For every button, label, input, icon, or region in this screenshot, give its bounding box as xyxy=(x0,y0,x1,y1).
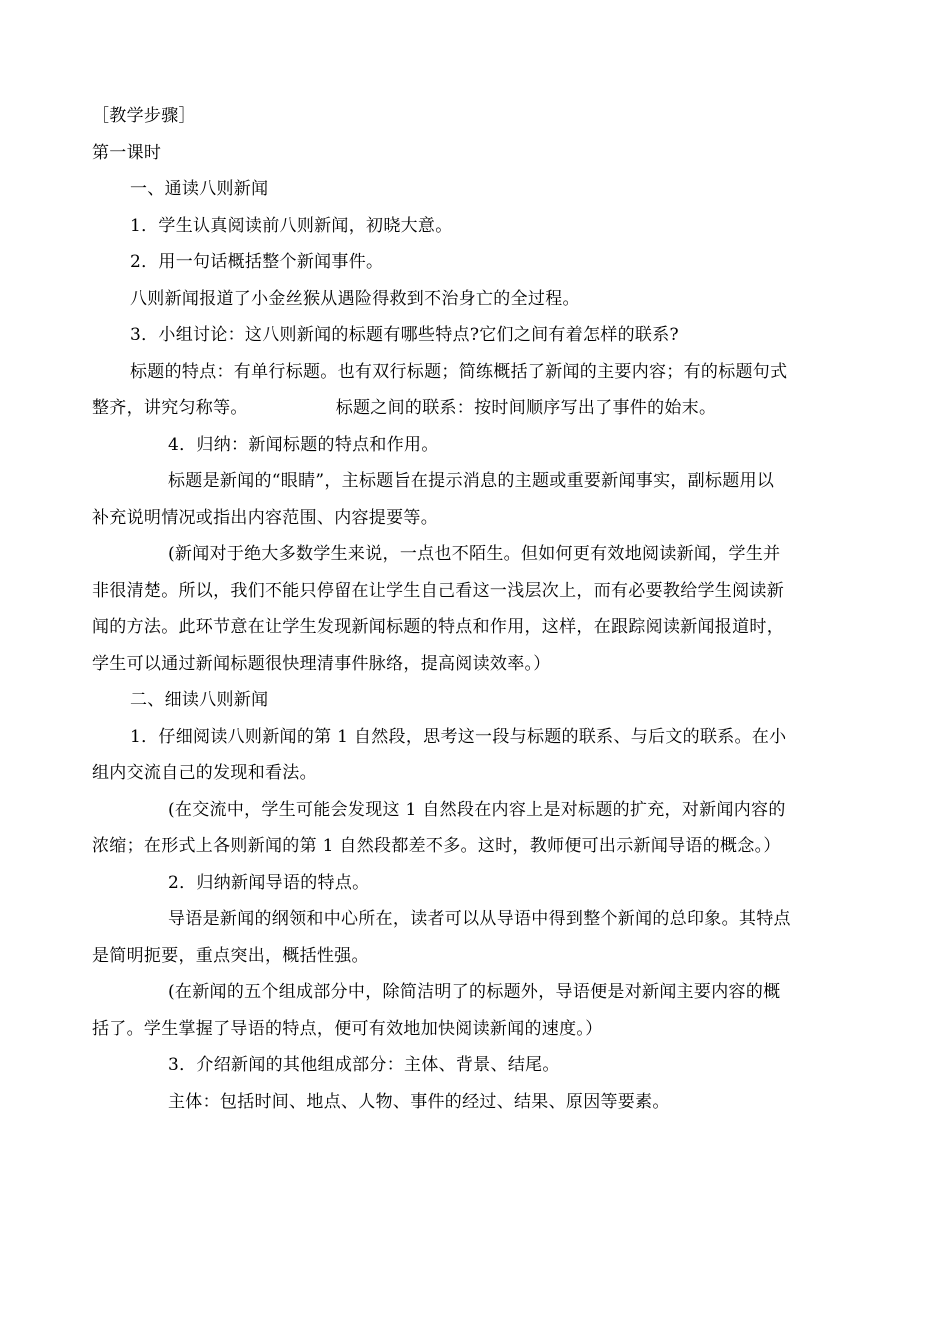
paragraph-text: 标题之间的联系：按时间顺序写出了事件的始末。 xyxy=(335,398,717,418)
paragraph-line: 1．学生认真阅读前八则新闻，初晓大意。 xyxy=(130,215,453,236)
paragraph-line: 是简明扼要，重点突出，概括性强。 xyxy=(92,945,369,966)
paragraph-line: 2．用一句话概括整个新闻事件。 xyxy=(130,252,384,272)
paragraph-text: 整齐，讲究匀称等。 xyxy=(92,398,248,418)
paragraph-line: 闻的方法。此环节意在让学生发现新闻标题的特点和作用，这样，在跟踪阅读新闻报道时， xyxy=(92,617,784,637)
paragraph-line: 标题是新闻的“眼睛”，主标题旨在提示消息的主题或重要新闻事实，副标题用以 xyxy=(168,471,775,491)
section-heading: ［教学步骤］ xyxy=(92,106,196,126)
paragraph-line: 4．归纳：新闻标题的特点和作用。 xyxy=(168,434,439,455)
paragraph-line: 学生可以通过新闻标题很快理清事件脉络，提高阅读效率。） xyxy=(92,653,551,674)
paragraph-line: 2．归纳新闻导语的特点。 xyxy=(168,872,370,893)
paragraph-line: 3．小组讨论：这八则新闻的标题有哪些特点?它们之间有着怎样的联系? xyxy=(130,325,679,345)
paragraph-line: 1．仔细阅读八则新闻的第 1 自然段，思考这一段与标题的联系、与后文的联系。在小 xyxy=(130,726,787,747)
paragraph-line: 主体：包括时间、地点、人物、事件的经过、结果、原因等要素。 xyxy=(168,1091,670,1112)
paragraph-line: 补充说明情况或指出内容范围、内容提要等。 xyxy=(92,507,438,528)
lesson-title: 第一课时 xyxy=(92,142,162,163)
paragraph-line: (在新闻的五个组成部分中，除简洁明了的标题外，导语便是对新闻主要内容的概 xyxy=(168,982,781,1002)
paragraph-line: 浓缩；在形式上各则新闻的第 1 自然段都差不多。这时，教师便可出示新闻导语的概念。） xyxy=(92,836,781,856)
paragraph-line: 导语是新闻的纲领和中心所在，读者可以从导语中得到整个新闻的总印象。其特点 xyxy=(168,909,791,929)
paragraph-line: 标题的特点：有单行标题。也有双行标题；简练概括了新闻的主要内容；有的标题句式 xyxy=(130,361,788,382)
paragraph-line xyxy=(92,390,860,427)
paragraph-line: 括了。学生掌握了导语的特点，便可有效地加快阅读新闻的速度。） xyxy=(92,1018,603,1039)
paragraph-line: (新闻对于绝大多数学生来说，一点也不陌生。但如何更有效地阅读新闻，学生并 xyxy=(168,544,781,564)
paragraph-line: 组内交流自己的发现和看法。 xyxy=(92,763,317,783)
paragraph-line: (在交流中，学生可能会发现这 1 自然段在内容上是对标题的扩充，对新闻内容的 xyxy=(168,799,786,820)
paragraph-line: 非很清楚。所以，我们不能只停留在让学生自己看这一浅层次上，而有必要教给学生阅读新 xyxy=(92,580,784,601)
paragraph-line: 八则新闻报道了小金丝猴从遇险得救到不治身亡的全过程。 xyxy=(130,288,580,309)
paragraph-line: 3．介绍新闻的其他组成部分：主体、背景、结尾。 xyxy=(168,1055,560,1075)
part-heading: 二、细读八则新闻 xyxy=(130,690,269,710)
part-heading: 一、通读八则新闻 xyxy=(130,179,269,199)
document-page xyxy=(92,98,860,1120)
